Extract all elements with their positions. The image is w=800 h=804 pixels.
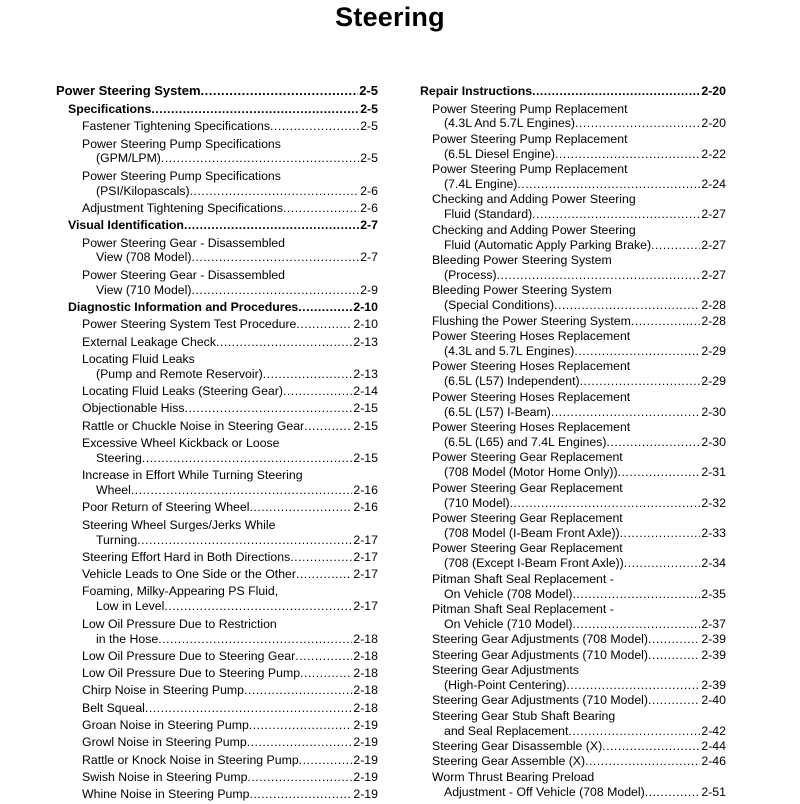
toc-entry-title: Pitman Shaft Seal Replacement - xyxy=(432,571,614,586)
dot-leader xyxy=(295,649,352,664)
dot-leader xyxy=(648,648,700,663)
toc-page-number: 2-17 xyxy=(353,532,378,547)
toc-entry xyxy=(420,602,726,632)
toc-entry xyxy=(56,300,378,315)
toc-entry-title: Power Steering System xyxy=(56,83,201,98)
toc-entry-title: Power Steering System Test Procedure xyxy=(82,317,297,332)
toc-page-number: 2-5 xyxy=(359,83,378,98)
toc-entry xyxy=(56,335,378,350)
dot-leader xyxy=(551,405,701,420)
toc-page-number: 2-15 xyxy=(353,401,378,416)
toc-entry xyxy=(420,420,726,450)
toc-entry xyxy=(420,359,726,389)
toc-page-number: 2-17 xyxy=(353,567,378,582)
toc-page-number: 2-46 xyxy=(701,754,726,769)
toc-entry-title: Steering xyxy=(96,450,142,465)
dot-leader xyxy=(573,587,701,602)
toc-entry-title: Diagnostic Information and Procedures xyxy=(68,299,299,314)
toc-entry-title: Power Steering Gear Replacement xyxy=(432,450,623,465)
dot-leader xyxy=(247,770,352,785)
toc-entry-title: Bleeding Power Steering System xyxy=(432,253,612,268)
dot-leader xyxy=(618,465,701,480)
toc-page-number: 2-19 xyxy=(353,735,378,750)
toc-entry-title: Low Oil Pressure Due to Steering Gear xyxy=(82,648,296,663)
toc-entry-title: Steering Gear Adjustments (710 Model) xyxy=(432,647,648,662)
dot-leader xyxy=(645,785,701,800)
dot-leader xyxy=(216,335,352,350)
toc-entry xyxy=(420,709,726,739)
toc-page-number: 2-44 xyxy=(701,739,726,754)
toc-entry xyxy=(56,102,378,117)
toc-page-number: 2-17 xyxy=(353,549,378,564)
toc-entry-title: Power Steering Hoses Replacement xyxy=(432,389,631,404)
toc-entry-title: Power Steering Gear Replacement xyxy=(432,510,623,525)
toc-entry-title: Steering Gear Stub Shaft Bearing xyxy=(432,708,616,723)
toc-entry xyxy=(420,511,726,541)
toc-page-number: 2-10 xyxy=(353,317,378,332)
toc-entry-title: Turning xyxy=(96,532,138,547)
toc-entry-title: and Seal Replacement xyxy=(444,723,569,738)
dot-leader xyxy=(648,693,700,708)
toc-page-number: 2-39 xyxy=(701,677,726,692)
toc-entry xyxy=(56,137,378,167)
toc-entry-title: Power Steering Pump Replacement xyxy=(432,162,628,177)
toc-entry-title: Power Steering Gear - Disassembled xyxy=(82,267,285,282)
dot-leader xyxy=(585,754,700,769)
toc-entry-title: (4.3L And 5.7L Engines) xyxy=(444,116,576,131)
toc-page-number: 2-17 xyxy=(353,599,378,614)
toc-page-number: 2-51 xyxy=(701,784,726,799)
toc-page-number: 2-19 xyxy=(353,787,378,802)
toc-entry xyxy=(420,739,726,754)
toc-entry-title: Low Oil Pressure Due to Steering Pump xyxy=(82,666,301,681)
toc-entry-title: On Vehicle (708 Model) xyxy=(444,586,573,601)
dot-leader xyxy=(298,300,352,315)
toc-page-number: 2-20 xyxy=(701,116,726,131)
toc-entry-title: Objectionable Hiss xyxy=(82,401,185,416)
dot-leader xyxy=(624,556,701,571)
toc-page-number: 2-37 xyxy=(701,616,726,631)
toc-page-number: 2-20 xyxy=(701,84,726,98)
toc-entry xyxy=(420,541,726,571)
toc-page-number: 2-42 xyxy=(701,723,726,738)
toc-entry xyxy=(56,317,378,332)
dot-leader xyxy=(574,344,700,359)
toc-page-number: 2-31 xyxy=(701,465,726,480)
toc-page-number: 2-28 xyxy=(701,298,726,313)
toc-entry-title: (GPM/LPM) xyxy=(96,151,161,166)
toc-page-number: 2-29 xyxy=(701,374,726,389)
toc-entry-title: Foaming, Milky-Appearing PS Fluid, xyxy=(82,584,279,599)
toc-entry xyxy=(420,450,726,480)
toc-left-column xyxy=(56,84,378,804)
toc-entry-title: Power Steering Gear - Disassembled xyxy=(82,235,285,250)
toc-page-number: 2-39 xyxy=(701,632,726,647)
toc-entry-title: Steering Effort Hard in Both Directions xyxy=(82,549,291,564)
toc-entry-title: (Pump and Remote Reservoir) xyxy=(96,366,263,381)
dot-leader xyxy=(606,435,700,450)
toc-entry-title: Belt Squeal xyxy=(82,700,145,715)
toc-entry-title: Whine Noise in Steering Pump xyxy=(82,787,250,802)
toc-page-number: 2-9 xyxy=(360,282,378,297)
toc-entry xyxy=(56,683,378,698)
toc-entry xyxy=(56,753,378,768)
dot-leader xyxy=(164,599,352,614)
toc-entry xyxy=(56,584,378,614)
toc-entry-title: View (710 Model) xyxy=(96,282,192,297)
toc-entry xyxy=(56,718,378,733)
toc-page-number: 2-28 xyxy=(701,313,726,328)
toc-entry-title: Power Steering Gear Replacement xyxy=(432,541,623,556)
toc-page-number: 2-30 xyxy=(701,404,726,419)
toc-entry xyxy=(420,314,726,329)
toc-entry-title: (6.5L (L57) Independent) xyxy=(444,374,580,389)
dot-leader xyxy=(554,298,700,313)
toc-page-number: 2-6 xyxy=(360,200,378,215)
toc-entry-title: (Special Conditions) xyxy=(444,298,555,313)
toc-entry xyxy=(420,192,726,222)
toc-entry-title: View (708 Model) xyxy=(96,250,192,265)
toc-entry xyxy=(56,770,378,785)
toc-entry xyxy=(56,617,378,647)
toc-entry xyxy=(56,201,378,216)
dot-leader xyxy=(566,678,700,693)
toc-page-number: 2-14 xyxy=(353,384,378,398)
toc-page-number: 2-19 xyxy=(353,717,378,732)
dot-leader xyxy=(184,218,359,233)
toc-entry xyxy=(420,84,726,99)
toc-entry-title: Power Steering Pump Specifications xyxy=(82,168,281,183)
dot-leader xyxy=(247,735,353,750)
dot-leader xyxy=(190,184,360,199)
toc-entry-title: Specifications xyxy=(68,101,152,116)
toc-entry-title: Power Steering Hoses Replacement xyxy=(432,420,631,435)
toc-entry-title: Groan Noise in Steering Pump xyxy=(82,717,249,732)
toc-page-number: 2-35 xyxy=(701,586,726,601)
toc-entry-title: Low Oil Pressure Due to Restriction xyxy=(82,616,277,631)
toc-entry-title: Worm Thrust Bearing Preload xyxy=(432,769,595,784)
toc-entry-title: (710 Model) xyxy=(444,495,510,510)
toc-entry-title: Power Steering Pump Replacement xyxy=(432,101,628,116)
toc-page-number: 2-10 xyxy=(353,299,378,314)
dot-leader xyxy=(497,268,701,283)
toc-entry-title: Growl Noise in Steering Pump xyxy=(82,735,247,750)
toc-entry-title: (7.4L Engine) xyxy=(444,177,518,192)
dot-leader xyxy=(532,207,700,222)
toc-entry xyxy=(56,550,378,565)
toc-entry-title: Swish Noise in Steering Pump xyxy=(82,769,248,784)
toc-page-number: 2-5 xyxy=(360,101,378,116)
toc-entry xyxy=(56,84,378,99)
toc-entry xyxy=(420,102,726,132)
toc-entry-title: (6.5L Diesel Engine) xyxy=(444,146,555,161)
dot-leader xyxy=(249,500,352,515)
toc-page-number: 2-27 xyxy=(701,207,726,222)
toc-entry-title: Fluid (Automatic Apply Parking Brake) xyxy=(444,237,652,252)
toc-entry-title: Bleeding Power Steering System xyxy=(432,283,612,298)
toc-page-number: 2-19 xyxy=(353,769,378,784)
toc-entry xyxy=(420,648,726,663)
dot-leader xyxy=(151,102,359,117)
toc-entry-title: Excessive Wheel Kickback or Loose xyxy=(82,435,280,450)
dot-leader xyxy=(573,617,701,632)
dot-leader xyxy=(145,701,352,716)
toc-entry-title: Low in Level xyxy=(96,599,165,614)
toc-entry-title: Poor Return of Steering Wheel xyxy=(82,500,250,515)
dot-leader xyxy=(185,401,353,416)
toc-entry-title: (Process) xyxy=(444,267,497,282)
toc-entry xyxy=(420,572,726,602)
toc-page-number: 2-15 xyxy=(353,450,378,465)
toc-entry-title: (708 (Except I-Beam Front Axle)) xyxy=(444,556,624,571)
toc-entry xyxy=(56,500,378,515)
toc-entry xyxy=(56,384,378,399)
toc-entry-title: (High-Point Centering) xyxy=(444,677,567,692)
toc-entry-title: Flushing the Power Steering System xyxy=(432,313,631,328)
toc-entry-title: (6.5L (L57) I-Beam) xyxy=(444,404,551,419)
toc-entry xyxy=(56,268,378,298)
toc-entry-title: Fastener Tightening Specifications xyxy=(82,119,270,134)
dot-leader xyxy=(620,526,701,541)
toc-entry-title: Visual Identification xyxy=(68,218,184,233)
dot-leader xyxy=(631,314,700,329)
dot-leader xyxy=(651,238,700,253)
dot-leader xyxy=(158,632,352,647)
dot-leader xyxy=(555,147,700,162)
dot-leader xyxy=(244,683,352,698)
toc-entry-title: Chirp Noise in Steering Pump xyxy=(82,683,244,698)
toc-page-number: 2-16 xyxy=(353,500,378,515)
toc-entry xyxy=(420,481,726,511)
toc-entry-title: Steering Gear Adjustments (710 Model) xyxy=(432,693,648,708)
toc-entry-title: Power Steering Gear Replacement xyxy=(432,480,623,495)
toc-page-number: 2-33 xyxy=(701,525,726,540)
toc-entry-title: Rattle or Knock Noise in Steering Pump xyxy=(82,752,299,767)
toc-entry-title: (6.5L (L65) and 7.4L Engines) xyxy=(444,434,607,449)
toc-entry-title: On Vehicle (710 Model) xyxy=(444,616,573,631)
toc-entry xyxy=(420,329,726,359)
toc-page-number: 2-5 xyxy=(360,119,378,134)
dot-leader xyxy=(201,84,359,99)
toc-entry-title: Vehicle Leads to One Side or the Other xyxy=(82,567,296,582)
toc-right-column xyxy=(420,84,726,800)
dot-leader xyxy=(191,283,359,298)
toc-entry-title: Power Steering Pump Specifications xyxy=(82,136,281,151)
toc-entry xyxy=(56,436,378,466)
toc-entry-title: Locating Fluid Leaks (Steering Gear) xyxy=(82,384,283,398)
toc-entry-title: Wheel xyxy=(96,483,131,497)
toc-entry xyxy=(56,419,378,434)
toc-entry-title: Adjustment Tightening Specifications xyxy=(82,200,283,215)
toc-entry-title: (708 Model (Motor Home Only)) xyxy=(444,465,618,480)
dot-leader xyxy=(296,567,352,582)
toc-entry-title: Power Steering Pump Replacement xyxy=(432,131,628,146)
toc-entry xyxy=(420,223,726,253)
toc-entry xyxy=(420,132,726,162)
toc-page-number: 2-19 xyxy=(353,752,378,767)
toc-entry xyxy=(56,352,378,382)
toc-entry xyxy=(56,468,378,498)
toc-page-number: 2-29 xyxy=(701,344,726,358)
dot-leader xyxy=(648,632,700,647)
toc-entry-title: Steering Gear Disassemble (X) xyxy=(432,739,603,754)
toc-entry xyxy=(420,663,726,693)
toc-entry-title: (4.3L and 5.7L Engines) xyxy=(444,344,575,358)
toc-entry-title: Pitman Shaft Seal Replacement - xyxy=(432,601,614,616)
toc-page-number: 2-18 xyxy=(353,683,378,698)
toc-page-number: 2-24 xyxy=(701,177,726,192)
toc-page-number: 2-30 xyxy=(701,434,726,449)
toc-entry xyxy=(420,283,726,313)
toc-page-number: 2-13 xyxy=(353,334,378,349)
toc-page-number: 2-18 xyxy=(353,666,378,681)
toc-entry xyxy=(420,253,726,283)
toc-entry xyxy=(420,693,726,708)
toc-entry-title: (PSI/Kilopascals) xyxy=(96,183,190,198)
toc-page-number: 2-5 xyxy=(360,151,378,166)
toc-entry-title: Locating Fluid Leaks xyxy=(82,351,195,366)
dot-leader xyxy=(299,753,353,768)
toc-page-number: 2-18 xyxy=(353,700,378,715)
dot-leader xyxy=(249,718,353,733)
dot-leader xyxy=(517,177,700,192)
toc-entry-title: Increase in Effort While Turning Steering xyxy=(82,468,303,483)
toc-entry-title: Checking and Adding Power Steering xyxy=(432,192,636,207)
toc-entry xyxy=(56,649,378,664)
dot-leader xyxy=(161,151,359,166)
toc-page-number: 2-32 xyxy=(701,495,726,510)
toc-entry-title: in the Hose xyxy=(96,631,159,646)
toc-entry xyxy=(56,567,378,582)
dot-leader xyxy=(304,419,352,434)
dot-leader xyxy=(142,451,353,466)
dot-leader xyxy=(296,317,352,332)
dot-leader xyxy=(283,384,352,399)
toc-entry-title: Checking and Adding Power Steering xyxy=(432,222,636,237)
toc-page-number: 2-39 xyxy=(701,647,726,662)
toc-page-number: 2-40 xyxy=(701,693,726,708)
dot-leader xyxy=(270,119,359,134)
toc-entry-title: Power Steering Hoses Replacement xyxy=(432,359,631,374)
dot-leader xyxy=(575,116,700,131)
dot-leader xyxy=(300,666,352,681)
dot-leader xyxy=(191,250,359,265)
dot-leader xyxy=(283,201,359,216)
dot-leader xyxy=(568,724,700,739)
page-title: Steering xyxy=(335,2,445,32)
toc-entry-title: Steering Gear Adjustments xyxy=(432,663,579,678)
toc-page-number: 2-6 xyxy=(360,183,378,198)
toc-entry-title: Steering Wheel Surges/Jerks While xyxy=(82,517,276,532)
toc-entry-title: Power Steering Hoses Replacement xyxy=(432,329,631,344)
toc-entry xyxy=(420,390,726,420)
toc-page-number: 2-22 xyxy=(701,146,726,161)
toc-entry xyxy=(56,169,378,199)
dot-leader xyxy=(137,533,352,548)
dot-leader xyxy=(510,496,701,511)
toc-page-number: 2-18 xyxy=(353,631,378,646)
toc-page-number: 2-18 xyxy=(353,648,378,663)
toc-entry-title: (708 Model (I-Beam Front Axle)) xyxy=(444,525,620,540)
toc-entry-title: Steering Gear Adjustments (708 Model) xyxy=(432,632,648,647)
toc-entry xyxy=(56,236,378,266)
dot-leader xyxy=(290,550,352,565)
toc-entry xyxy=(56,119,378,134)
toc-page-number: 2-15 xyxy=(353,418,378,433)
toc-entry xyxy=(56,735,378,750)
toc-entry xyxy=(420,632,726,647)
toc-entry xyxy=(56,666,378,681)
dot-leader xyxy=(580,374,701,389)
toc-entry xyxy=(56,401,378,416)
toc-page-number: 2-27 xyxy=(701,267,726,282)
toc-entry-title: Adjustment - Off Vehicle (708 Model) xyxy=(444,784,645,799)
toc-entry-title: Repair Instructions xyxy=(420,84,533,98)
toc-entry xyxy=(420,162,726,192)
toc-page-number: 2-7 xyxy=(360,250,378,265)
toc-entry xyxy=(420,754,726,769)
toc-entry-title: Rattle or Chuckle Noise in Steering Gear xyxy=(82,418,305,433)
toc-entry xyxy=(56,518,378,548)
toc-entry-title: External Leakage Check xyxy=(82,334,216,349)
toc-page-number: 2-13 xyxy=(353,366,378,381)
toc-entry-title: Fluid (Standard) xyxy=(444,207,533,222)
toc-entry xyxy=(56,218,378,233)
toc-page-number: 2-7 xyxy=(360,218,378,233)
toc-page-number: 2-34 xyxy=(701,556,726,571)
dot-leader xyxy=(263,367,353,382)
dot-leader xyxy=(532,84,700,99)
toc-page-number: 2-27 xyxy=(701,237,726,252)
dot-leader xyxy=(602,739,700,754)
toc-entry xyxy=(56,701,378,716)
toc-entry-title: Steering Gear Assemble (X) xyxy=(432,754,586,769)
toc-page-number: 2-16 xyxy=(353,483,378,497)
dot-leader xyxy=(131,483,353,498)
toc-entry xyxy=(420,770,726,800)
